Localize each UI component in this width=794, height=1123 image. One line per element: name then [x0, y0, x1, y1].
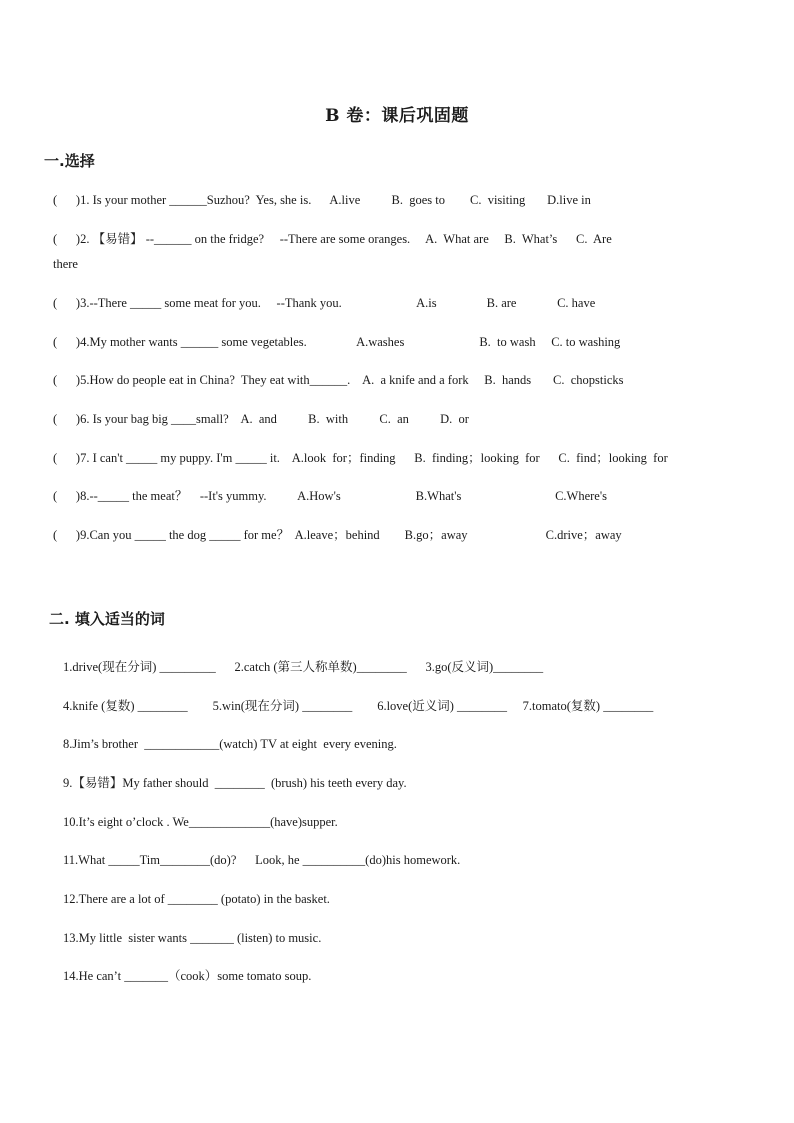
question-6: ( )6. Is your bag big ____small? A. and B. with C. an D. or — [53, 412, 469, 426]
question-2: ( )2. 【易错】 --______ on the fridge? --There are some oranges. A. What are B. What’s C. Are — [53, 232, 612, 246]
fill-item-8: 8.Jim’s brother ____________(watch) TV at eight every evening. — [63, 737, 397, 751]
question-8: ( )8.--_____ the meat？ --It's yummy. A.How's B.What's C.Where's — [53, 489, 607, 503]
question-2-continued: there — [53, 257, 78, 271]
question-4: ( )4.My mother wants ______ some vegetables. A.washes B. to wash C. to washing — [53, 335, 621, 349]
fill-item-11: 11.What _____Tim________(do)? Look, he __________(do)his homework. — [63, 853, 461, 867]
question-1: ( )1. Is your mother ______Suzhou? Yes, she is. A.live B. goes to C. visiting D.live in — [53, 193, 591, 207]
fill-item-4-7: 4.knife (复数) ________ 5.win(现在分词) ________ 6.love(近义词) ________ 7.tomato(复数) ________ — [63, 699, 654, 713]
section-heading-choice: 一.选择 — [44, 152, 95, 170]
fill-item-13: 13.My little sister wants _______ (listen) to music. — [63, 931, 322, 945]
fill-item-9: 9.【易错】My father should ________ (brush) his teeth every day. — [63, 776, 407, 790]
section-heading-fill-in: 二. 填入适当的词 — [49, 610, 165, 628]
question-9: ( )9.Can you _____ the dog _____ for me？ A.leave；behind B.go；away C.drive；away — [53, 528, 622, 542]
fill-item-10: 10.It’s eight o’clock . We_____________(have)supper. — [63, 815, 338, 829]
fill-item-12: 12.There are a lot of ________ (potato) in the basket. — [63, 892, 330, 906]
page-title: B 卷：课后巩固题 — [325, 106, 469, 126]
fill-item-14: 14.He can’t _______（cook）some tomato soup. — [63, 969, 312, 983]
question-7: ( )7. I can't _____ my puppy. I'm _____ it. A.look for；finding B. finding；looking for C. find；looking for — [53, 451, 668, 465]
question-5: ( )5.How do people eat in China? They eat with______. A. a knife and a fork B. hands C. chopsticks — [53, 373, 624, 387]
question-3: ( )3.--There _____ some meat for you. --Thank you. A.is B. are C. have — [53, 296, 596, 310]
fill-item-1-3: 1.drive(现在分词) _________ 2.catch (第三人称单数)________ 3.go(反义词)________ — [63, 660, 544, 674]
